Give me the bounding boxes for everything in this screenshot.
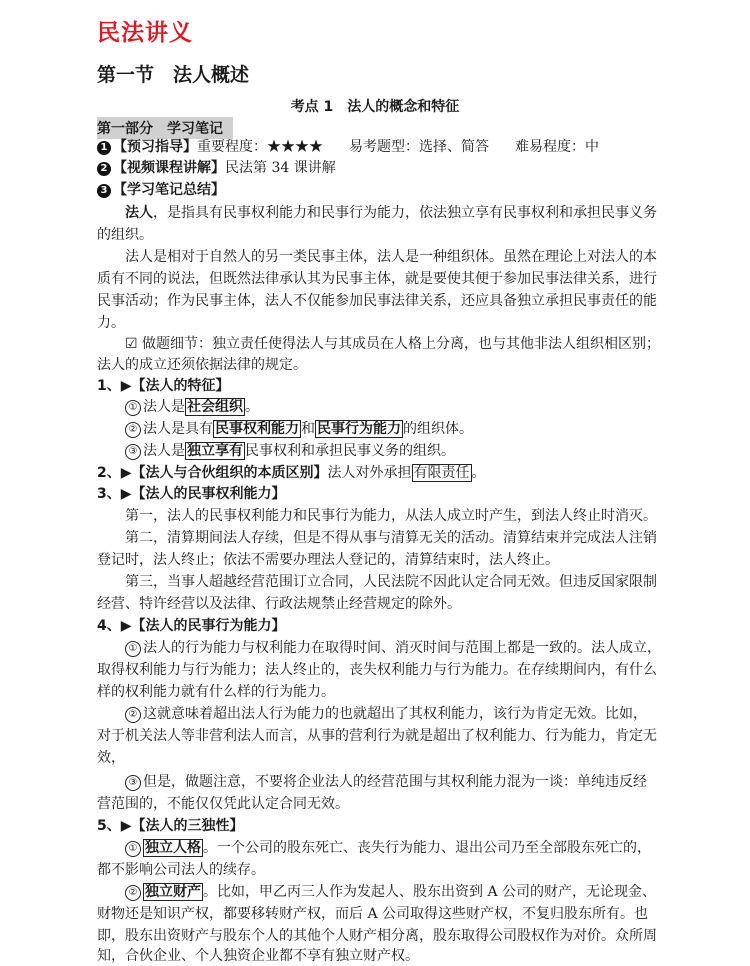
paragraph: 经营、特许经营以及法律、行政法规禁止经营规定的除外。 (97, 596, 461, 612)
paragraph: 财物还是知识产权，都要移转财产权，而后 A 公司取得这些财产权，不复归股东所有。也 (97, 906, 649, 922)
paragraph: 都不影响公司法人的续存。 (97, 862, 265, 878)
heading-1: 1、▶【法人的特征】 (97, 378, 230, 394)
video-lecture: 2 【视频课程讲解】民法第 34 课讲解 (97, 158, 677, 178)
paragraph: 质有不同的说法，但既然法律承认其为民事主体，就是要使其便于参加民事法律关系，进行 (97, 271, 657, 287)
list-item: ① 法人是 社会组织 。 (97, 397, 705, 417)
number-badge: 3 (97, 184, 111, 198)
paragraph: 法人是相对于自然人的另一类民事主体，法人是一种组织体。虽然在理论上对法人的本 (125, 249, 657, 265)
tip-paragraph: 法人的成立还须依据法律的规定。 (97, 357, 307, 373)
paragraph: 的组织。 (97, 227, 153, 243)
paragraph: 第二，清算期间法人存续，但是不得从事与清算无关的活动。清算结束并完成法人注销 (125, 530, 657, 546)
paragraph: 知，合伙企业、个人独资企业都不享有独立财产权。 (97, 948, 419, 964)
kaodian-title: 考点 1 法人的概念和特征 (290, 99, 460, 115)
paragraph: 样的权利能力就有什么样的行为能力。 (97, 684, 335, 700)
list-item: ③ 法人是 独立享有 民事权利和承担民事义务的组织。 (97, 441, 705, 461)
paragraph: 取得权利能力与行为能力；法人终止的，丧失权利能力与行为能力。在存续期间内，有什么 (97, 662, 657, 678)
paragraph: ① 独立人格 。一个公司的股东死亡、丧失行为能力、退出公司乃至全部股东死亡的， (97, 838, 705, 858)
paragraph: 第三，当事人超越经营范围订立合同，人民法院不因此认定合同无效。但违反国家限制 (125, 574, 657, 590)
paragraph: 登记时，法人终止；依法不需要办理法人登记的，清算结束时，法人终止。 (97, 552, 559, 568)
paragraph: 民事活动；作为民事主体，法人不仅能参加民事法律关系，还应具备独立承担民事责任的能 (97, 293, 657, 309)
paragraph: 力。 (97, 315, 125, 331)
paragraph: ① 法人的行为能力与权利能力在取得时间、消灭时间与范围上都是一致的。法人成立， (97, 638, 705, 658)
paragraph: 对于机关法人等非营利法人而言，从事的营利行为就是超出了权利能力、行为能力，肯定无 (97, 728, 657, 744)
notes-summary: 3 【学习笔记总结】 (97, 180, 677, 200)
importance-stars: ★★★★ (267, 139, 323, 155)
paragraph: ③ 但是，做题注意，不要将企业法人的经营范围与其权利能力混为一谈：单纯违反经 (97, 772, 705, 792)
list-item: ② 法人是具有 民事权利能力 和 民事行为能力 的组织体。 (97, 419, 705, 439)
heading-4: 4、▶【法人的民事行为能力】 (97, 618, 286, 634)
paragraph: 法人，是指具有民事权利能力和民事行为能力，依法独立享有民事权利和承担民事义务 (125, 205, 657, 221)
paragraph: 效， (97, 750, 125, 766)
heading-3: 3、▶【法人的民事权利能力】 (97, 486, 286, 502)
paragraph: 第一，法人的民事权利能力和民事行为能力，从法人成立时产生，到法人终止时消灭。 (125, 508, 657, 524)
paragraph: ② 这就意味着超出法人行为能力的也就超出了其权利能力，该行为肯定无效。比如， (97, 704, 705, 724)
paragraph: ② 独立财产 。比如，甲乙丙三人作为发起人、股东出资到 A 公司的财产，无论现金、 (97, 882, 705, 902)
heading-5: 5、▶【法人的三独性】 (97, 818, 244, 834)
tip-paragraph: ☑ 做题细节：独立责任使得法人与其成员在人格上分离，也与其他非法人组织相区别； (125, 336, 660, 352)
preview-guide: 1 【预习指导】重要程度：★★★★ 易考题型：选择、简答 难易程度：中 (97, 137, 677, 157)
heading-2: 2、▶【法人与合伙组织的本质区别】法人对外承担 有限责任 。 (97, 465, 486, 481)
number-badge: 1 (97, 141, 111, 155)
part-heading: 第一部分 学习笔记 (97, 117, 233, 139)
section-title: 第一节 法人概述 (97, 64, 250, 86)
paragraph: 营范围的，不能仅仅凭此认定合同无效。 (97, 796, 349, 812)
document-title: 民法讲义 (97, 20, 193, 46)
number-badge: 2 (97, 162, 111, 176)
paragraph: 即，股东出资财产与股东个人的其他个人财产相分离，股东取得公司股权作为对价。众所周 (97, 928, 657, 944)
